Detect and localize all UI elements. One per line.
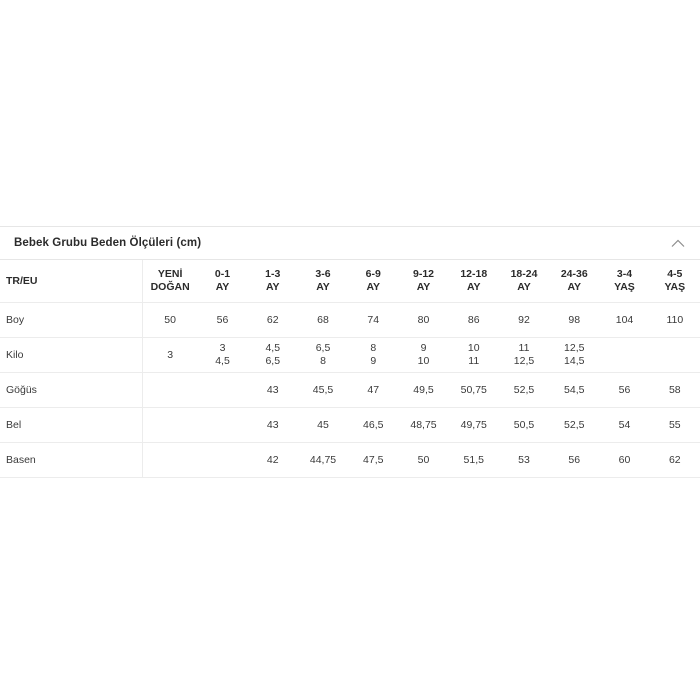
table-cell (197, 338, 247, 373)
column-header (449, 260, 499, 303)
table-cell (142, 373, 197, 408)
column-header (248, 260, 298, 303)
column-header-line2: AY (466, 281, 481, 293)
table-cell-line: 3 (167, 348, 174, 361)
column-header (197, 260, 247, 303)
table-row (0, 373, 700, 408)
size-table (0, 260, 700, 478)
table-cell: 60 (599, 443, 649, 478)
column-header-line1: 12-18 (460, 268, 488, 280)
table-cell (142, 408, 197, 443)
table-cell (248, 338, 298, 373)
column-header-line2: YAŞ (614, 281, 635, 293)
table-row (0, 443, 700, 478)
table-cell (549, 338, 599, 373)
table-cell (142, 443, 197, 478)
table-cell: 54 (599, 408, 649, 443)
table-cell: 58 (650, 373, 700, 408)
table-cell-line: 9 (420, 342, 427, 354)
row-label: Basen (0, 443, 142, 478)
table-cell (197, 443, 247, 478)
column-header-line1: 6-9 (365, 268, 381, 280)
table-cell (298, 338, 348, 373)
table-cell: 68 (298, 303, 348, 338)
table-cell: 48,75 (398, 408, 448, 443)
table-cell: 51,5 (449, 443, 499, 478)
table-cell: 56 (599, 373, 649, 408)
table-cell-line: 11 (518, 342, 530, 354)
column-header-line2: AY (265, 281, 280, 293)
row-label: Kilo (0, 338, 142, 373)
table-cell-line: 12,5 (564, 342, 585, 354)
column-header (499, 260, 549, 303)
table-cell: 62 (248, 303, 298, 338)
table-cell-line: 3 (219, 342, 226, 354)
table-cell: 47 (348, 373, 398, 408)
table-cell-line: 4,5 (215, 355, 230, 367)
table-row (0, 303, 700, 338)
column-header-line1: 3-6 (315, 268, 331, 280)
table-header-row (0, 260, 700, 303)
chevron-up-icon[interactable] (670, 235, 686, 251)
table-cell (348, 338, 398, 373)
table-cell: 50,75 (449, 373, 499, 408)
table-cell: 98 (549, 303, 599, 338)
table-cell-line: 8 (370, 342, 377, 354)
column-header-line2: AY (567, 281, 582, 293)
table-cell-line: 14,5 (564, 355, 585, 367)
table-cell-line: 12,5 (513, 355, 535, 367)
table-cell: 46,5 (348, 408, 398, 443)
table-cell: 80 (398, 303, 448, 338)
table-cell: 56 (197, 303, 247, 338)
table-head (0, 260, 700, 303)
table-cell: 52,5 (499, 373, 549, 408)
row-label: Bel (0, 408, 142, 443)
table-cell (449, 338, 499, 373)
column-header-line2: AY (416, 281, 431, 293)
table-cell: 53 (499, 443, 549, 478)
table-cell (398, 338, 448, 373)
table-cell: 74 (348, 303, 398, 338)
column-header-line1: 1-3 (265, 268, 281, 280)
table-row (0, 338, 700, 373)
table-cell: 62 (650, 443, 700, 478)
column-header-line2: AY (517, 281, 531, 293)
table-cell-line: 4,5 (265, 342, 281, 354)
table-cell: 49,5 (398, 373, 448, 408)
table-cell: 50,5 (499, 408, 549, 443)
column-header-line1: 4-5 (667, 268, 683, 280)
table-cell: 43 (248, 373, 298, 408)
table-cell: 42 (248, 443, 298, 478)
row-label: Boy (0, 303, 142, 338)
table-cell: 50 (398, 443, 448, 478)
column-header-line1: 24-36 (560, 268, 588, 280)
size-chart-accordion-header[interactable] (0, 226, 700, 260)
table-cell-line: 9 (370, 355, 377, 367)
column-header-line1: 18-24 (510, 268, 538, 280)
table-cell: 44,75 (298, 443, 348, 478)
column-header-line2: AY (366, 281, 381, 293)
table-cell: 43 (248, 408, 298, 443)
table-cell (599, 338, 649, 373)
table-row (0, 408, 700, 443)
column-header-line2: AY (215, 281, 230, 293)
column-header-line2: YAŞ (664, 281, 686, 293)
column-header-line1: 9-12 (412, 268, 434, 280)
table-cell-line: 6,5 (265, 355, 281, 367)
column-header (650, 260, 700, 303)
table-cell: 92 (499, 303, 549, 338)
table-cell: 47,5 (348, 443, 398, 478)
column-header-line1: 3-4 (616, 268, 633, 280)
table-cell: 86 (449, 303, 499, 338)
table-cell: 104 (599, 303, 649, 338)
table-cell-line: 6,5 (315, 342, 331, 354)
table-cell: 110 (650, 303, 700, 338)
table-cell: 50 (142, 303, 197, 338)
table-cell-line: 8 (320, 355, 326, 367)
column-header (599, 260, 649, 303)
column-header (298, 260, 348, 303)
row-label: Göğüs (0, 373, 142, 408)
column-header (348, 260, 398, 303)
table-cell (499, 338, 549, 373)
table-cell: 56 (549, 443, 599, 478)
table-cell (197, 373, 247, 408)
table-cell-line: 11 (468, 355, 480, 367)
column-header-line2: AY (316, 281, 330, 293)
table-cell (197, 408, 247, 443)
column-header (142, 260, 197, 303)
table-body (0, 303, 700, 478)
size-chart-panel (0, 226, 700, 478)
table-cell: 49,75 (449, 408, 499, 443)
table-cell: 52,5 (549, 408, 599, 443)
column-header-line2: DOĞAN (150, 281, 190, 293)
header-tr-eu: TR/EU (0, 260, 142, 303)
column-header-line1: 0-1 (214, 268, 231, 280)
panel-title: Bebek Grubu Beden Ölçüleri (cm) (14, 237, 202, 249)
table-cell: 55 (650, 408, 700, 443)
table-cell-line: 10 (417, 355, 430, 367)
table-cell (650, 338, 700, 373)
table-cell (142, 338, 197, 373)
table-cell: 45 (298, 408, 348, 443)
column-header (398, 260, 448, 303)
column-header-line1: YENİ (157, 268, 183, 280)
column-header (549, 260, 599, 303)
table-cell: 54,5 (549, 373, 599, 408)
table-cell: 45,5 (298, 373, 348, 408)
table-cell-line: 10 (467, 342, 480, 354)
